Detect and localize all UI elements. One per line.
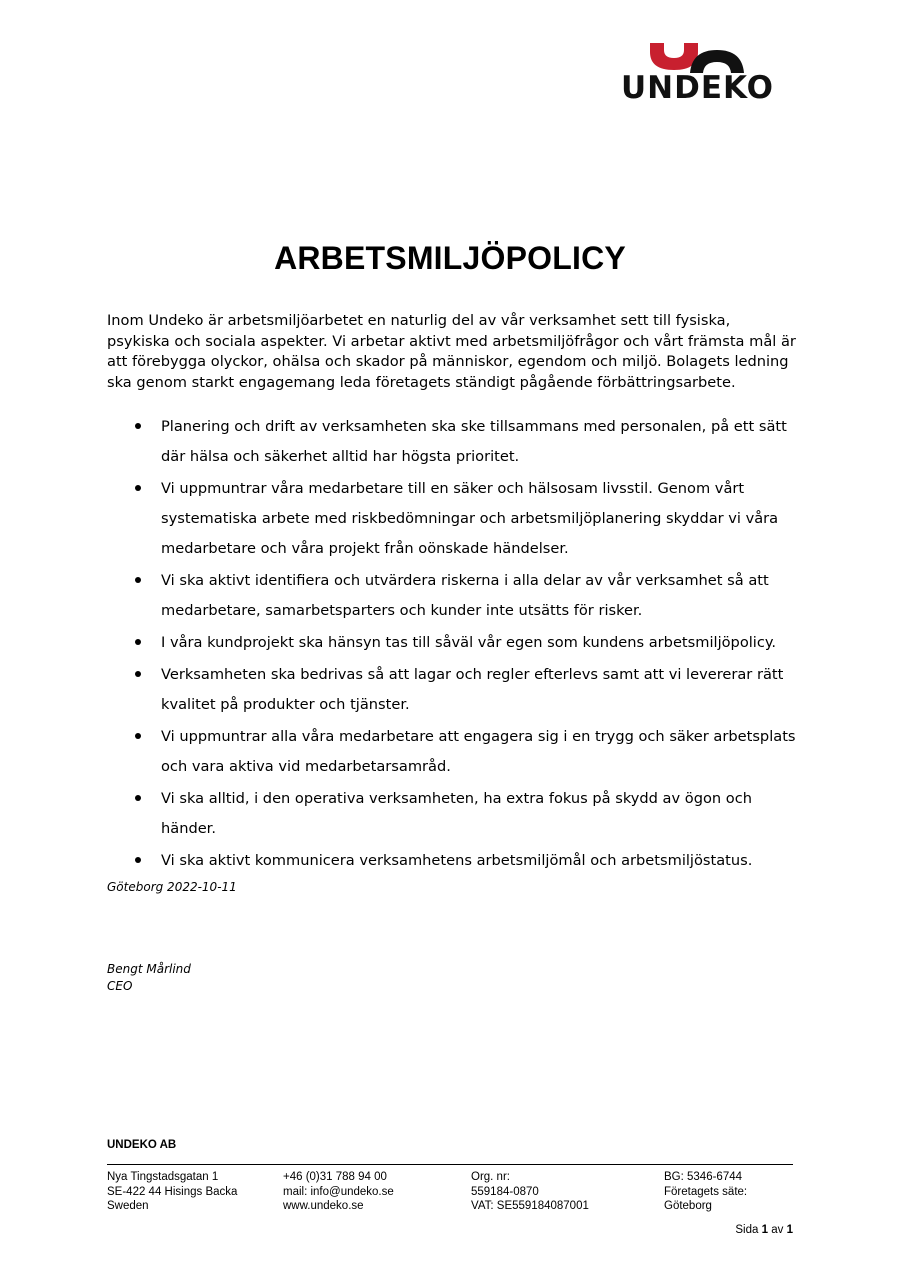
signatory-name: Bengt Mårlind <box>107 962 191 976</box>
bullet-icon <box>135 577 141 583</box>
footer-org: Org. nr: 559184-0870 VAT: SE559184087001 <box>471 1171 589 1212</box>
list-item: Verksamheten ska bedrivas så att lagar och regler efterlevs samt att vi levererar rätt kvalitet på produkter och tjänster. <box>107 660 797 720</box>
date-line: Göteborg 2022-10-11 <box>107 880 237 894</box>
list-item: Vi ska alltid, i den operativa verksamheten, ha extra fokus på skydd av ögon och händer. <box>107 784 797 844</box>
bullet-icon <box>135 857 141 863</box>
footer-contact: +46 (0)31 788 94 00 mail: info@undeko.se www.undeko.se <box>283 1171 394 1212</box>
page-number: Sida 1 av 1 <box>735 1224 793 1236</box>
list-item: I våra kundprojekt ska hänsyn tas till såväl vår egen som kundens arbetsmiljöpolicy. <box>107 628 797 658</box>
logo-wordmark: UNDEKO <box>620 70 774 106</box>
list-item: Planering och drift av verksamheten ska ske tillsammans med personalen, på ett sätt där hälsa och säkerhet alltid har högsta prioritet. <box>107 412 797 472</box>
footer-company: UNDEKO AB <box>107 1139 177 1151</box>
bullet-icon <box>135 733 141 739</box>
website-link[interactable]: www.undeko.se <box>283 1200 364 1212</box>
list-item: Vi uppmuntrar våra medarbetare till en säker och hälsosam livsstil. Genom vårt systematiska arbete med riskbedömningar och arbetsmiljöplanering skyddar vi våra medarbetare och våra projekt från oönskade händelser. <box>107 474 797 564</box>
signatory-role: CEO <box>107 979 133 993</box>
list-item: Vi ska aktivt kommunicera verksamhetens arbetsmiljömål och arbetsmiljöstatus. <box>107 846 797 876</box>
undeko-logo <box>600 40 795 104</box>
email-link[interactable]: mail: info@undeko.se <box>283 1185 394 1198</box>
bullet-icon <box>135 485 141 491</box>
bullet-icon <box>135 639 141 645</box>
policy-list <box>107 412 797 878</box>
list-item: Vi ska aktivt identifiera och utvärdera riskerna i alla delar av vår verksamhet så att medarbetare, samarbetsparters och kunder inte utsätts för risker. <box>107 566 797 626</box>
footer-bank: BG: 5346-6744 Företagets säte: Göteborg <box>664 1171 748 1212</box>
list-item: Vi uppmuntrar alla våra medarbetare att engagera sig i en trygg och säker arbetsplats och vara aktiva vid medarbetarsamråd. <box>107 722 797 782</box>
bullet-icon <box>135 795 141 801</box>
footer-divider <box>107 1164 793 1165</box>
footer-address: Nya Tingstadsgatan 1 SE-422 44 Hisings Backa Sweden <box>107 1171 238 1212</box>
bullet-icon <box>135 671 141 677</box>
intro-paragraph: Inom Undeko är arbetsmiljöarbetet en naturlig del av vår verksamhet sett till fysiska, psykiska och sociala aspekter. Vi arbetar aktivt med arbetsmiljöfrågor och vårt främsta mål är att förebygga olyckor, ohälsa och skador på människor, egendom och miljö. Bolagets ledning ska genom starkt engagemang leda företagets ständigt pågående förbättringsarbete. <box>107 312 796 391</box>
bullet-icon <box>135 423 141 429</box>
page-title: ARBETSMILJÖPOLICY <box>274 240 626 276</box>
